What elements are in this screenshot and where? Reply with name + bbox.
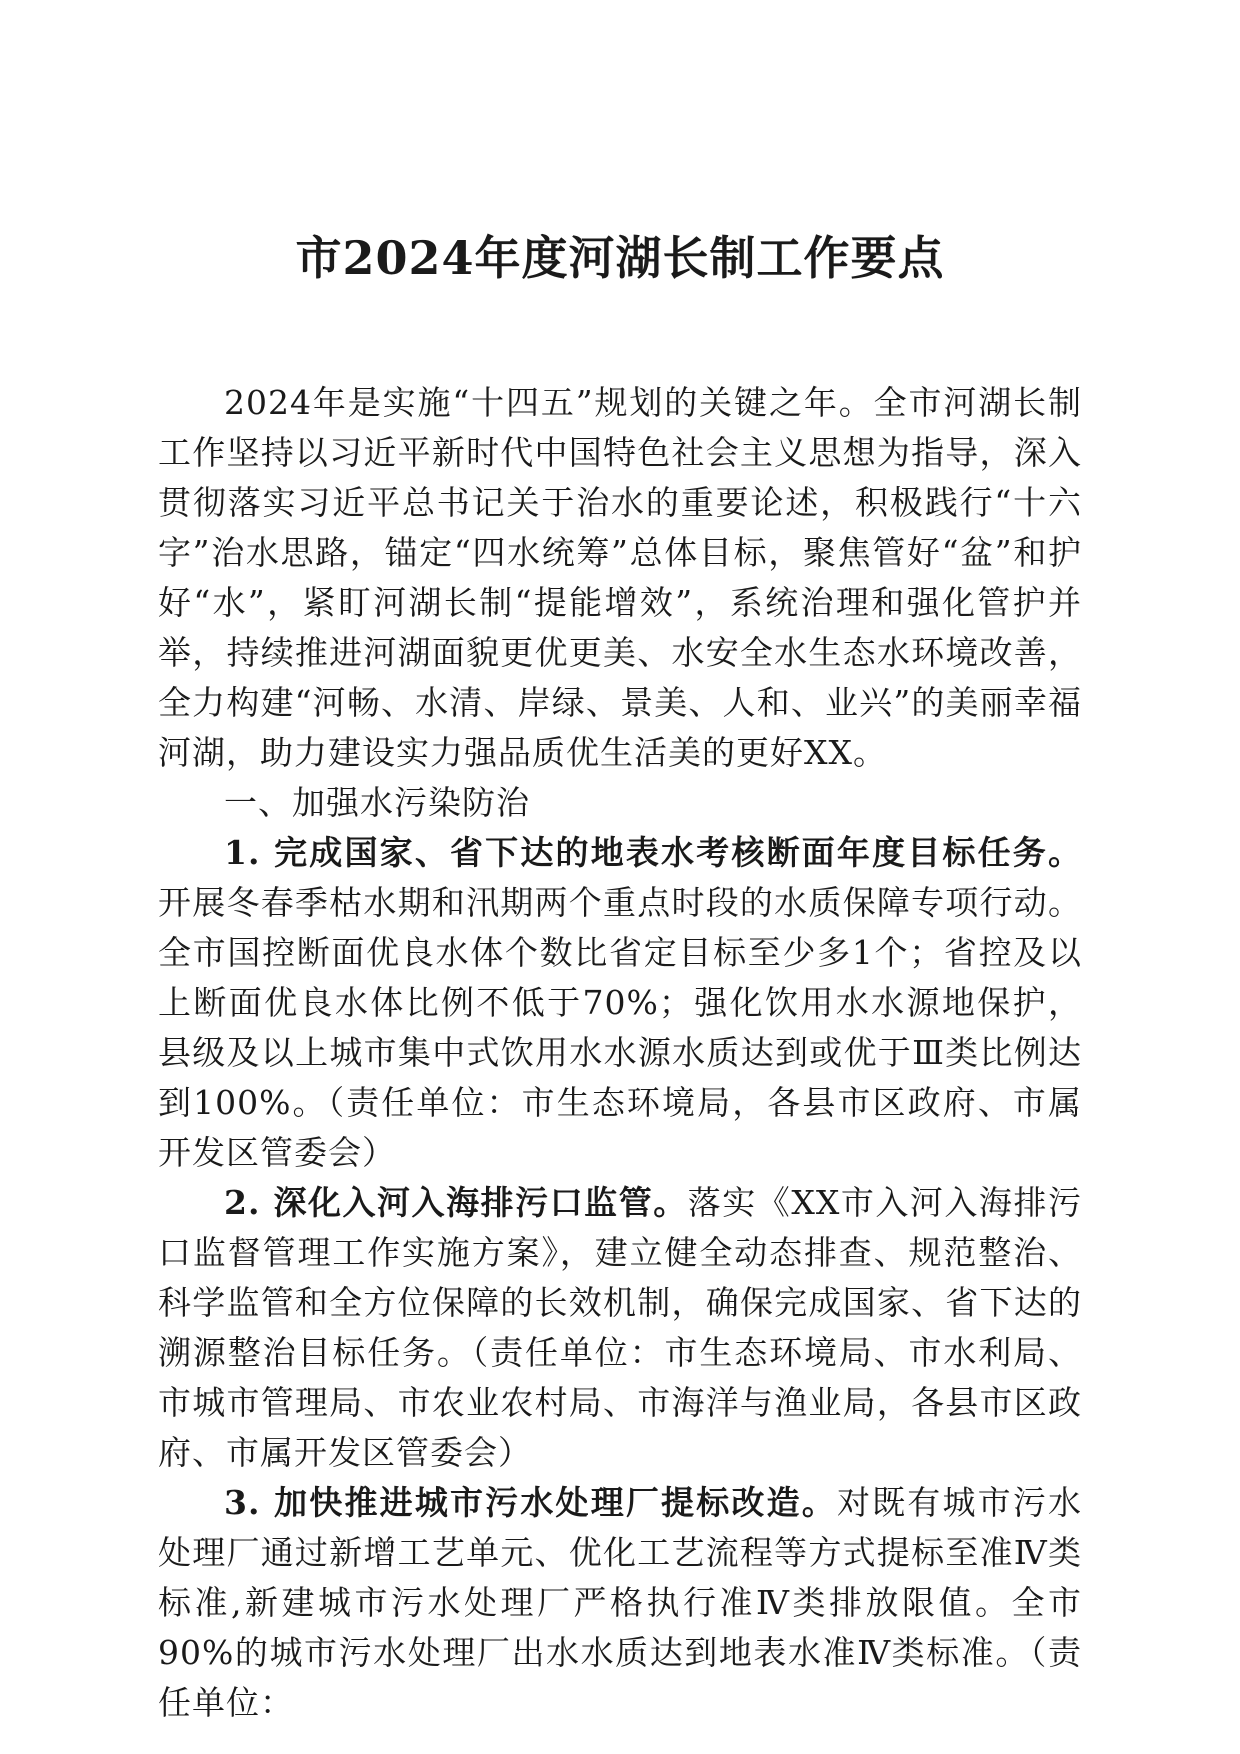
document-title: 市2024年度河湖长制工作要点 bbox=[295, 231, 945, 285]
item-text-1: 开展冬春季枯水期和汛期两个重点时段的水质保障专项行动。全市国控断面优良水体个数比省定目标至少多1个；省控及以上断面优良水体比例不低于70%；强化饮用水水源地保护，县级及以上城市集中式饮用水水源水质达到或优于Ⅲ类比例达到100%。（责任单位：市生态环境局，各县市区政府、市属开发区管委会） bbox=[158, 883, 1082, 1172]
section-heading-1: 一、加强水污染防治 bbox=[224, 783, 530, 822]
document-body bbox=[158, 378, 1082, 1728]
item-paragraph-3 bbox=[158, 1478, 1082, 1728]
intro-paragraph: 2024年是实施“十四五”规划的关键之年。全市河湖长制工作坚持以习近平新时代中国特色社会主义思想为指导，深入贯彻落实习近平总书记关于治水的重要论述，积极践行“十六字”治水思路，锚定“四水统筹”总体目标，聚焦管好“盆”和护好“水”，紧盯河湖长制“提能增效”，系统治理和强化管护并举，持续推进河湖面貌更优更美、水安全水生态水环境改善，全力构建“河畅、水清、岸绿、景美、人和、业兴”的美丽幸福河湖，助力建设实力强品质优生活美的更好XX。 bbox=[158, 383, 1082, 772]
item-paragraph-2 bbox=[158, 1178, 1082, 1478]
item-lead-2: 2. 深化入河入海排污口监管。 bbox=[224, 1183, 688, 1222]
item-text-2: 落实《XX市入河入海排污口监督管理工作实施方案》，建立健全动态排查、规范整治、科学监管和全方位保障的长效机制，确保完成国家、省下达的溯源整治目标任务。（责任单位：市生态环境局、市水利局、市城市管理局、市农业农村局、市海洋与渔业局，各县市区政府、市属开发区管委会） bbox=[158, 1183, 1082, 1472]
item-lead-3: 3. 加快推进城市污水处理厂提标改造。 bbox=[224, 1483, 837, 1522]
item-text-3: 对既有城市污水处理厂通过新增工艺单元、优化工艺流程等方式提标至准Ⅳ类标准,新建城市污水处理厂严格执行准Ⅳ类排放限值。全市90%的城市污水处理厂出水水质达到地表水准Ⅳ类标准。（责任单位： bbox=[158, 1483, 1082, 1722]
item-paragraph-1 bbox=[158, 828, 1082, 1178]
item-lead-1: 1. 完成国家、省下达的地表水考核断面年度目标任务。 bbox=[224, 833, 1082, 872]
